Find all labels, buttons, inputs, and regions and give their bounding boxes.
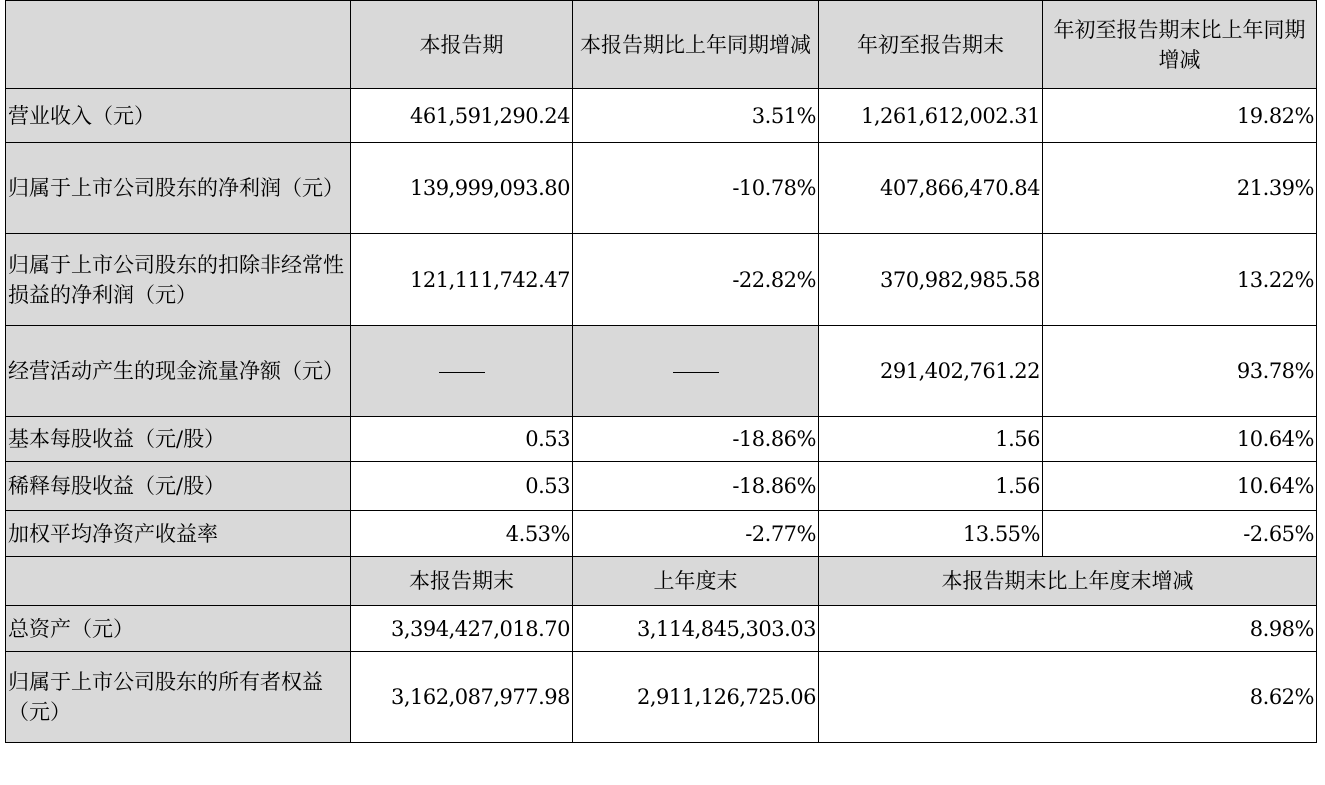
dash-placeholder: [673, 372, 719, 373]
cell-ytd: 291,402,761.22: [819, 326, 1043, 417]
cell-ytd: 13.55%: [819, 511, 1043, 557]
cell-ytd: 1.56: [819, 462, 1043, 511]
cell-ytd-yoy: 19.82%: [1043, 89, 1317, 143]
row-label: 稀释每股收益（元/股）: [6, 462, 351, 511]
table-row: [6, 143, 1317, 234]
row-label: 归属于上市公司股东的净利润（元）: [6, 143, 351, 234]
table-row: [6, 606, 1317, 652]
cell-current-period-yoy: -2.77%: [573, 511, 819, 557]
header-row-balance: [6, 557, 1317, 606]
cell-ytd-yoy: -2.65%: [1043, 511, 1317, 557]
cell-ytd: 1.56: [819, 417, 1043, 462]
table-row: [6, 462, 1317, 511]
row-label: 营业收入（元）: [6, 89, 351, 143]
cell-period-end: 3,162,087,977.98: [351, 652, 573, 743]
cell-ytd: 407,866,470.84: [819, 143, 1043, 234]
dash-placeholder: [439, 372, 485, 373]
table-row: [6, 511, 1317, 557]
cell-ytd-yoy: 93.78%: [1043, 326, 1317, 417]
cell-current-period-yoy: -10.78%: [573, 143, 819, 234]
header-row: [6, 1, 1317, 89]
cell-current-period-yoy-empty: [573, 326, 819, 417]
cell-current-period-yoy: -22.82%: [573, 234, 819, 326]
cell-prior-year-end: 3,114,845,303.03: [573, 606, 819, 652]
cell-current-period-yoy: -18.86%: [573, 462, 819, 511]
header-period-end-change: 本报告期末比上年度末增减: [819, 557, 1317, 606]
row-label: 归属于上市公司股东的扣除非经常性损益的净利润（元）: [6, 234, 351, 326]
table-row: [6, 326, 1317, 417]
header-current-period-yoy: 本报告期比上年同期增减: [573, 1, 819, 89]
header-corner: [6, 1, 351, 89]
row-label: 归属于上市公司股东的所有者权益（元）: [6, 652, 351, 743]
header-current-period: 本报告期: [351, 1, 573, 89]
cell-ytd: 1,261,612,002.31: [819, 89, 1043, 143]
row-label: 总资产（元）: [6, 606, 351, 652]
cell-current-period: 4.53%: [351, 511, 573, 557]
cell-current-period-empty: [351, 326, 573, 417]
header-ytd-yoy: 年初至报告期末比上年同期增减: [1043, 1, 1317, 89]
cell-period-end: 3,394,427,018.70: [351, 606, 573, 652]
header-corner-balance: [6, 557, 351, 606]
table-row: [6, 417, 1317, 462]
cell-ytd-yoy: 21.39%: [1043, 143, 1317, 234]
cell-current-period: 461,591,290.24: [351, 89, 573, 143]
table-row: [6, 652, 1317, 743]
row-label: 经营活动产生的现金流量净额（元）: [6, 326, 351, 417]
header-ytd: 年初至报告期末: [819, 1, 1043, 89]
header-period-end: 本报告期末: [351, 557, 573, 606]
cell-period-end-change: 8.62%: [819, 652, 1317, 743]
table-row: [6, 89, 1317, 143]
financial-summary-table: [5, 0, 1317, 743]
row-label: 基本每股收益（元/股）: [6, 417, 351, 462]
cell-period-end-change: 8.98%: [819, 606, 1317, 652]
cell-current-period: 139,999,093.80: [351, 143, 573, 234]
table-row: [6, 234, 1317, 326]
cell-current-period: 0.53: [351, 417, 573, 462]
cell-current-period: 121,111,742.47: [351, 234, 573, 326]
cell-ytd-yoy: 13.22%: [1043, 234, 1317, 326]
row-label: 加权平均净资产收益率: [6, 511, 351, 557]
cell-ytd-yoy: 10.64%: [1043, 462, 1317, 511]
cell-ytd-yoy: 10.64%: [1043, 417, 1317, 462]
header-prior-year-end: 上年度末: [573, 557, 819, 606]
cell-ytd: 370,982,985.58: [819, 234, 1043, 326]
cell-current-period: 0.53: [351, 462, 573, 511]
cell-current-period-yoy: -18.86%: [573, 417, 819, 462]
cell-prior-year-end: 2,911,126,725.06: [573, 652, 819, 743]
cell-current-period-yoy: 3.51%: [573, 89, 819, 143]
